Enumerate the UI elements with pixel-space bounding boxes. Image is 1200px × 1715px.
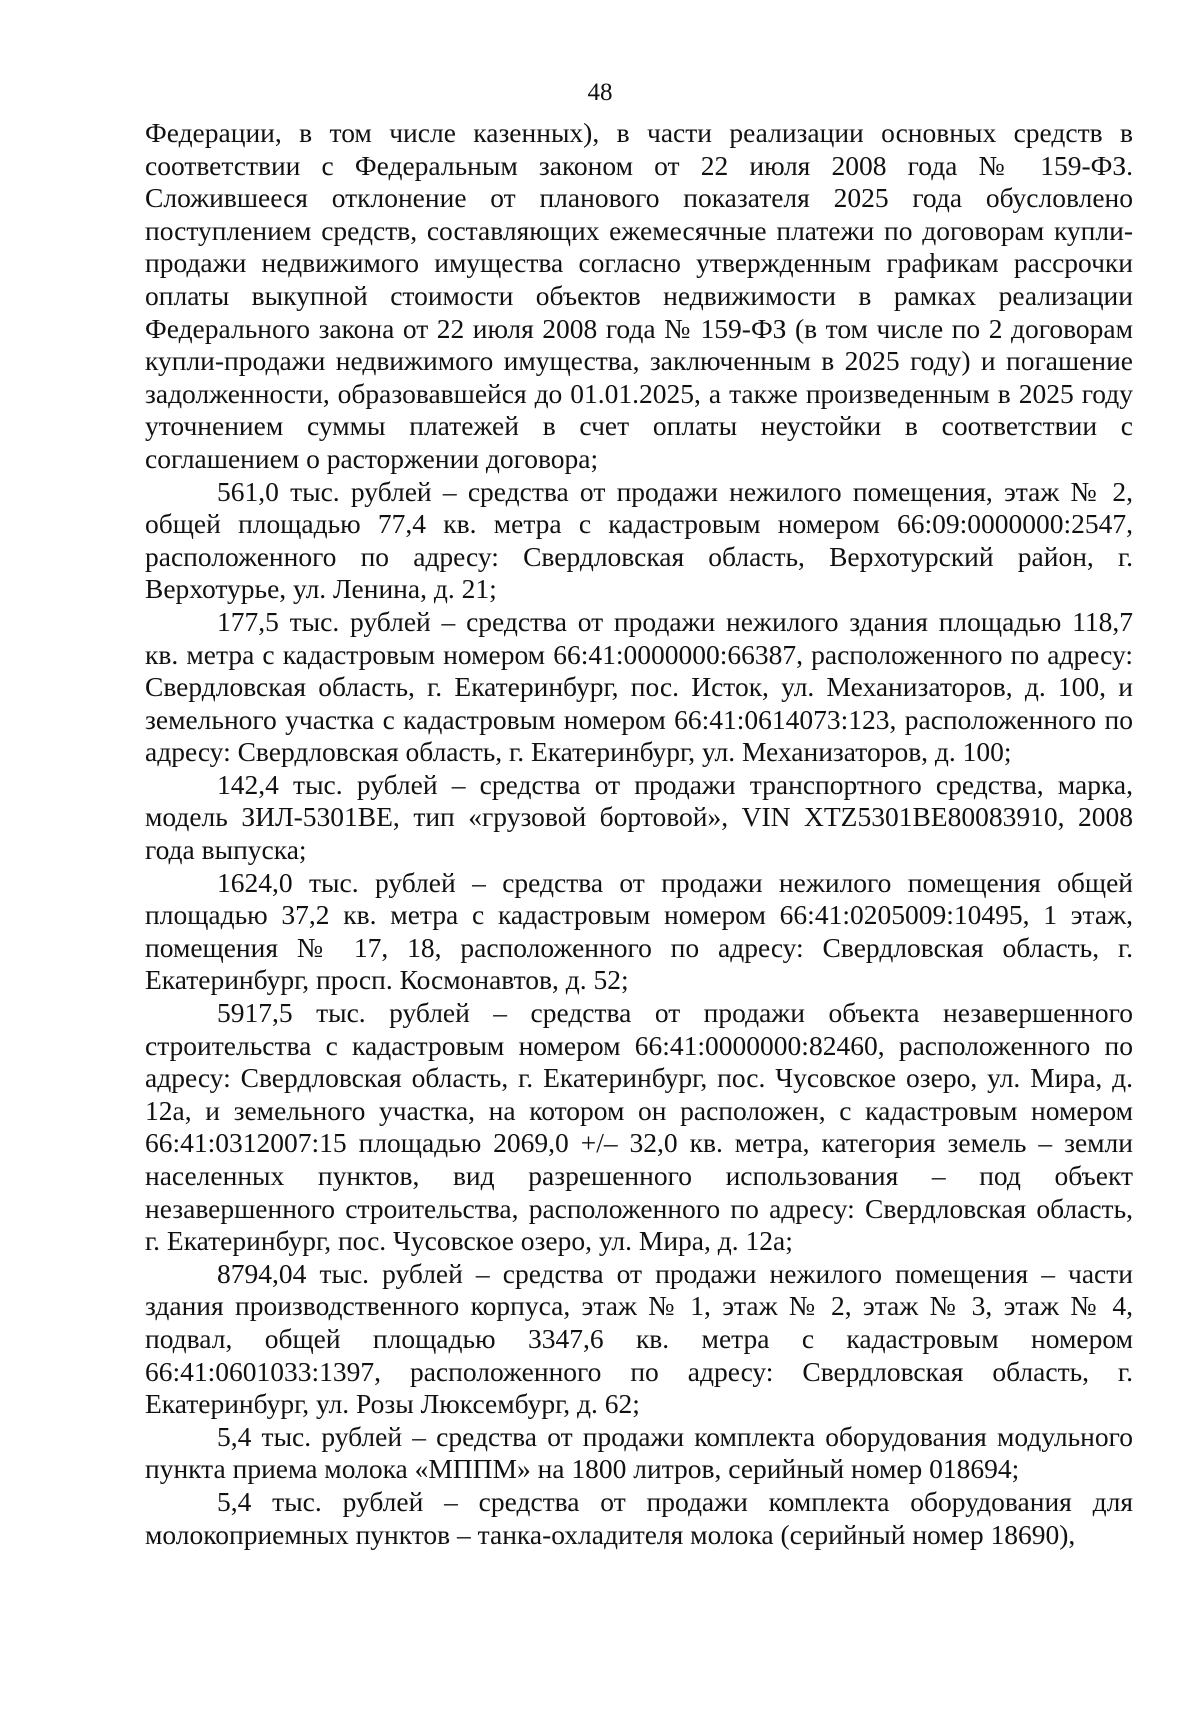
paragraph-8: 5,4 тыс. рублей – средства от продажи комплекта оборудования модульного пункта приема молока «МППМ» на 1800 литров, серийный номер 018694; [145, 1420, 1133, 1485]
paragraph-4: 142,4 тыс. рублей – средства от продажи транспортного средства, марка, модель ЗИЛ-5301ВЕ, тип «грузовой бортовой», VIN XTZ5301BE80083910, 2008 года выпуска; [145, 768, 1133, 866]
paragraph-5: 1624,0 тыс. рублей – средства от продажи нежилого помещения общей площадью 37,2 кв. метра с кадастровым номером 66:41:0205009:10495, 1 этаж, помещения № 17, 18, расположенного по адресу: Свердловская область, г. Екатеринбург, просп. Космонавтов, д. 52; [145, 866, 1133, 996]
paragraph-1: Федерации, в том числе казенных), в части реализации основных средств в соответствии с Федеральным законом от 22 июля 2008 года № 159-ФЗ. Сложившееся отклонение от планового показателя 2025 года обусловлено поступлением средств, составляющих ежемесячные платежи по договорам купли-продажи недвижимого имущества согласно утвержденным графикам рассрочки оплаты выкупной стоимости объектов недвижимости в рамках реализации Федерального закона от 22 июля 2008 года № 159-ФЗ (в том числе по 2 договорам купли-продажи недвижимого имущества, заключенным в 2025 году) и погашение задолженности, образовавшейся до 01.01.2025, а также произведенным в 2025 году уточнением суммы платежей в счет оплаты неустойки в соответствии с соглашением о расторжении договора; [145, 117, 1133, 474]
page-number: 48 [587, 79, 613, 106]
paragraph-2: 561,0 тыс. рублей – средства от продажи нежилого помещения, этаж № 2, общей площадью 77,4 кв. метра с кадастровым номером 66:09:0000000:2547, расположенного по адресу: Свердловская область, Верхотурский район, г. Верхотурье, ул. Ленина, д. 21; [145, 475, 1133, 605]
paragraph-7: 8794,04 тыс. рублей – средства от продажи нежилого помещения – части здания производственного корпуса, этаж № 1, этаж № 2, этаж № 3, этаж № 4, подвал, общей площадью 3347,6 кв. метра с кадастровым номером 66:41:0601033:1397, расположенного по адресу: Свердловская область, г. Екатеринбург, ул. Розы Люксембург, д. 62; [145, 1257, 1133, 1420]
paragraph-3: 177,5 тыс. рублей – средства от продажи нежилого здания площадью 118,7 кв. метра с кадастровым номером 66:41:0000000:66387, расположенного по адресу: Свердловская область, г. Екатеринбург, пос. Исток, ул. Механизаторов, д. 100, и земельного участка с кадастровым номером 66:41:0614073:123, расположенного по адресу: Свердловская область, г. Екатеринбург, ул. Механизаторов, д. 100; [145, 605, 1133, 768]
paragraph-6: 5917,5 тыс. рублей – средства от продажи объекта незавершенного строительства с кадастровым номером 66:41:0000000:82460, расположенного по адресу: Свердловская область, г. Екатеринбург, пос. Чусовское озеро, ул. Мира, д. 12а, и земельного участка, на котором он расположен, с кадастровым номером 66:41:0312007:15 площадью 2069,0 +/– 32,0 кв. метра, категория земель – земли населенных пунктов, вид разрешенного использования – под объект незавершенного строительства, расположенного по адресу: Свердловская область, г. Екатеринбург, пос. Чусовское озеро, ул. Мира, д. 12а; [145, 997, 1133, 1257]
document-body [145, 117, 1133, 1551]
paragraph-9: 5,4 тыс. рублей – средства от продажи комплекта оборудования для молокоприемных пунктов – танка-охладителя молока (серийный номер 18690), [145, 1485, 1133, 1550]
